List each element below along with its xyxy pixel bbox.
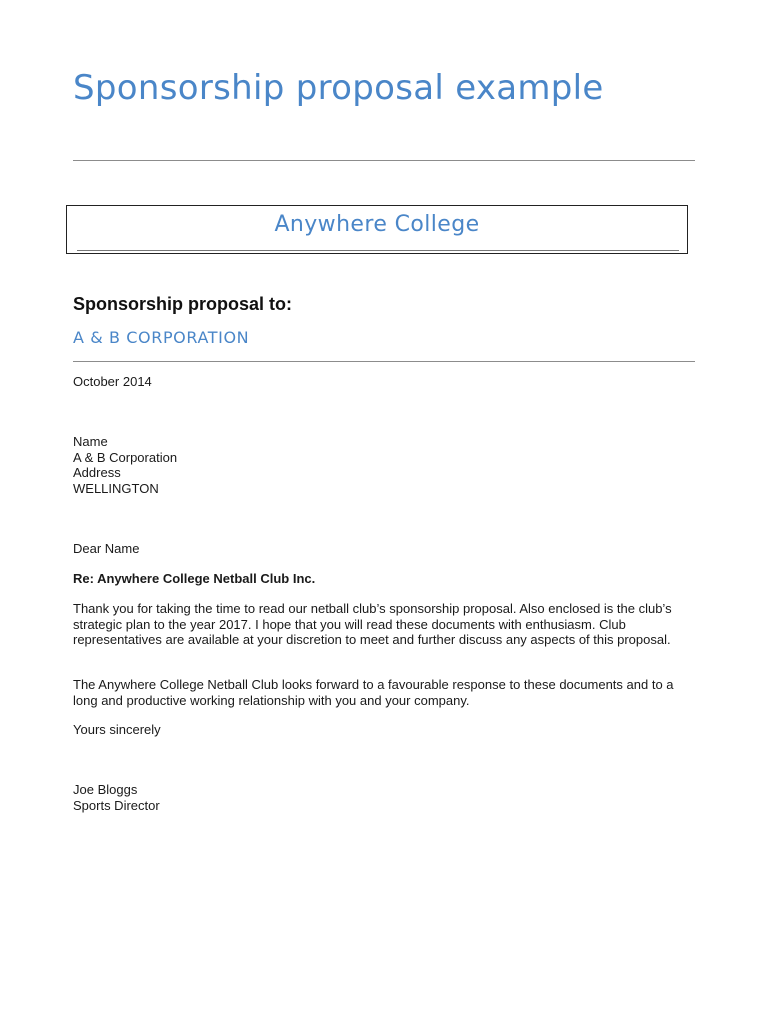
body-paragraph-2: The Anywhere College Netball Club looks forward to a favourable response to these documents and to a long and productive working relationship with you and your company. bbox=[73, 677, 674, 708]
address-name: Name bbox=[73, 434, 108, 449]
address-city: WELLINGTON bbox=[73, 480, 159, 496]
address-street: Address bbox=[73, 465, 121, 480]
salutation: Dear Name bbox=[73, 541, 140, 556]
body-paragraph-1: Thank you for taking the time to read our netball club’s sponsorship proposal. Also enclosed is the club’s strategic plan to the year 2017. I hope that you will read these documents with enthusiasm. Club representatives are available at your discretion to meet and further discuss any aspects of this proposal. bbox=[73, 601, 672, 647]
signer-name: Joe Bloggs bbox=[73, 782, 138, 797]
recipient-divider bbox=[73, 361, 695, 362]
proposal-heading: Sponsorship proposal to: bbox=[73, 294, 292, 314]
recipient-organization: A & B CORPORATION bbox=[73, 328, 250, 347]
closing: Yours sincerely bbox=[73, 722, 161, 737]
college-underline bbox=[77, 250, 679, 251]
document-title: Sponsorship proposal example bbox=[73, 68, 604, 108]
signer-title: Sports Director bbox=[73, 797, 160, 813]
title-divider bbox=[73, 160, 695, 161]
subject-line: Re: Anywhere College Netball Club Inc. bbox=[73, 571, 316, 586]
college-name: Anywhere College bbox=[274, 212, 480, 237]
college-header-box bbox=[66, 205, 688, 254]
address-company: A & B Corporation bbox=[73, 449, 178, 465]
letter-date: October 2014 bbox=[73, 374, 152, 389]
